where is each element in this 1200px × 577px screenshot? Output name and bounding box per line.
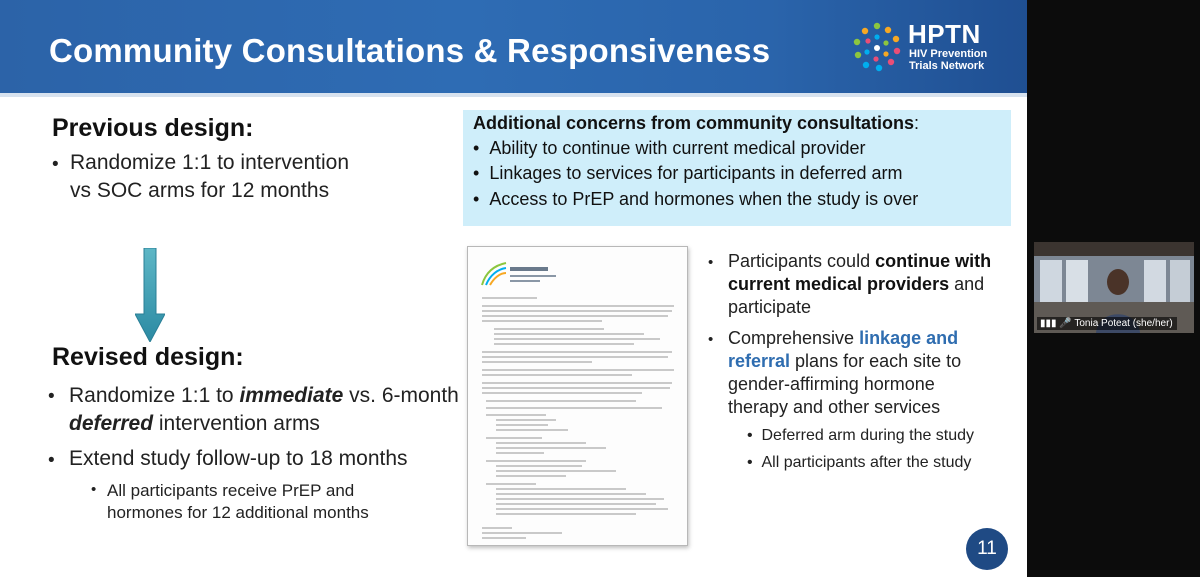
bold-continue-providers: continue with current medical providers (728, 251, 992, 294)
emphasis-immediate: immediate (239, 384, 344, 407)
doc-text-line (482, 297, 537, 299)
doc-text-line (496, 429, 568, 431)
doc-text-line (496, 475, 566, 477)
participant-name-label: ▮▮▮ 🎤 Tonia Poteat (she/her) (1037, 317, 1177, 330)
text-span: Participants could (728, 251, 876, 271)
participant-name: Tonia Poteat (she/her) (1074, 318, 1173, 329)
doc-text-line (482, 527, 512, 529)
header-divider (0, 93, 1027, 97)
right-bullet-1 (728, 250, 998, 319)
video-sidebar (1027, 0, 1200, 577)
doc-text-line (496, 419, 556, 421)
doc-text-line (482, 356, 668, 358)
page-number-badge: 11 (966, 528, 1008, 570)
doc-text-line (482, 387, 670, 389)
revised-design-bullet-2: Extend study follow-up to 18 months (69, 447, 408, 470)
right-sub-bullet: • All participants after the study (747, 454, 972, 471)
doc-text-line (482, 315, 668, 317)
bullet-dot: • (48, 450, 55, 471)
doc-text-line (496, 470, 616, 472)
concern-item: • Access to PrEP and hormones when the study is over (473, 189, 919, 209)
doc-text-line (486, 483, 536, 485)
concern-text: Linkages to services for participants in deferred arm (489, 163, 903, 183)
slide-title: Community Consultations & Responsiveness (49, 32, 771, 69)
hptn-logo (851, 21, 1001, 73)
doc-text-line (496, 503, 656, 505)
logo-name: HPTN (908, 19, 981, 49)
sub-bullet-text: All participants after the study (761, 454, 972, 471)
doc-logo-text (510, 280, 540, 282)
sub-bullet-text: Deferred arm during the study (761, 427, 975, 444)
text-span: : (914, 113, 920, 133)
doc-text-line (482, 532, 562, 534)
concern-item: • Ability to continue with current medical provider (473, 138, 866, 158)
doc-text-line (496, 508, 668, 510)
sub-bullet-dot: • (91, 481, 97, 498)
doc-text-line (482, 351, 672, 353)
highlight-linkage-referral: linkage and referral (728, 328, 959, 371)
doc-logo-icon (480, 261, 508, 287)
doc-text-line (486, 400, 636, 402)
doc-text-line (494, 338, 660, 340)
text-span: Comprehensive (728, 328, 860, 348)
logo-subtitle: HIV Prevention Trials Network (909, 48, 988, 72)
doc-text-line (496, 424, 548, 426)
doc-text-line (482, 374, 632, 376)
bullet-dot: • (52, 154, 59, 175)
down-arrow-icon (135, 248, 165, 342)
document-thumbnail (467, 246, 688, 546)
doc-text-line (496, 452, 544, 454)
bullet-dot: • (48, 386, 55, 407)
doc-text-line (486, 437, 542, 439)
text-span: and participate (728, 274, 985, 317)
text-span: vs. 6-month (343, 384, 459, 407)
doc-text-line (496, 465, 582, 467)
text-span: plans for each site to gender-affirming hormone therapy and other services (728, 351, 962, 417)
concern-text: Access to PrEP and hormones when the study is over (489, 189, 919, 209)
hptn-logo-icon (851, 21, 903, 73)
text-span: intervention arms (153, 412, 320, 435)
bullet-dot: • (708, 331, 714, 348)
doc-text-line (486, 407, 662, 409)
right-bullet-2 (728, 327, 998, 419)
doc-text-line (482, 305, 674, 307)
doc-text-line (482, 392, 642, 394)
doc-text-line (486, 460, 586, 462)
previous-design-bullet: Randomize 1:1 to intervention vs SOC arms for 12 months (70, 151, 349, 202)
doc-text-line (482, 382, 672, 384)
doc-text-line (496, 513, 636, 515)
concern-text: Ability to continue with current medical provider (489, 138, 866, 158)
doc-text-line (482, 310, 672, 312)
doc-logo-text (510, 267, 548, 271)
emphasis-deferred: deferred (69, 412, 154, 435)
concerns-box (463, 110, 1011, 226)
revised-design-bullet-1 (69, 382, 464, 438)
doc-text-line (496, 488, 626, 490)
doc-text-line (496, 493, 646, 495)
concerns-title-bold: Additional concerns from community consultations (473, 113, 915, 133)
doc-text-line (496, 498, 664, 500)
doc-text-line (496, 442, 586, 444)
doc-text-line (486, 414, 546, 416)
participant-video-tile[interactable] (1034, 242, 1194, 333)
doc-text-line (482, 537, 526, 539)
previous-design-heading: Previous design: (52, 114, 254, 142)
doc-text-line (482, 320, 602, 322)
revised-design-sub-bullet: All participants receive PrEP and hormones for 12 additional months (107, 481, 369, 522)
text-span: Randomize 1:1 to (69, 384, 240, 407)
doc-text-line (496, 447, 606, 449)
bullet-dot: • (708, 254, 714, 271)
revised-design-heading: Revised design: (52, 343, 244, 371)
doc-text-line (494, 328, 604, 330)
concern-item: • Linkages to services for participants in deferred arm (473, 163, 903, 183)
doc-text-line (494, 343, 634, 345)
doc-text-line (482, 369, 674, 371)
doc-text-line (494, 333, 644, 335)
right-sub-bullet: • Deferred arm during the study (747, 427, 975, 444)
concerns-title (473, 113, 919, 134)
doc-logo-text (510, 275, 556, 277)
doc-text-line (482, 361, 592, 363)
